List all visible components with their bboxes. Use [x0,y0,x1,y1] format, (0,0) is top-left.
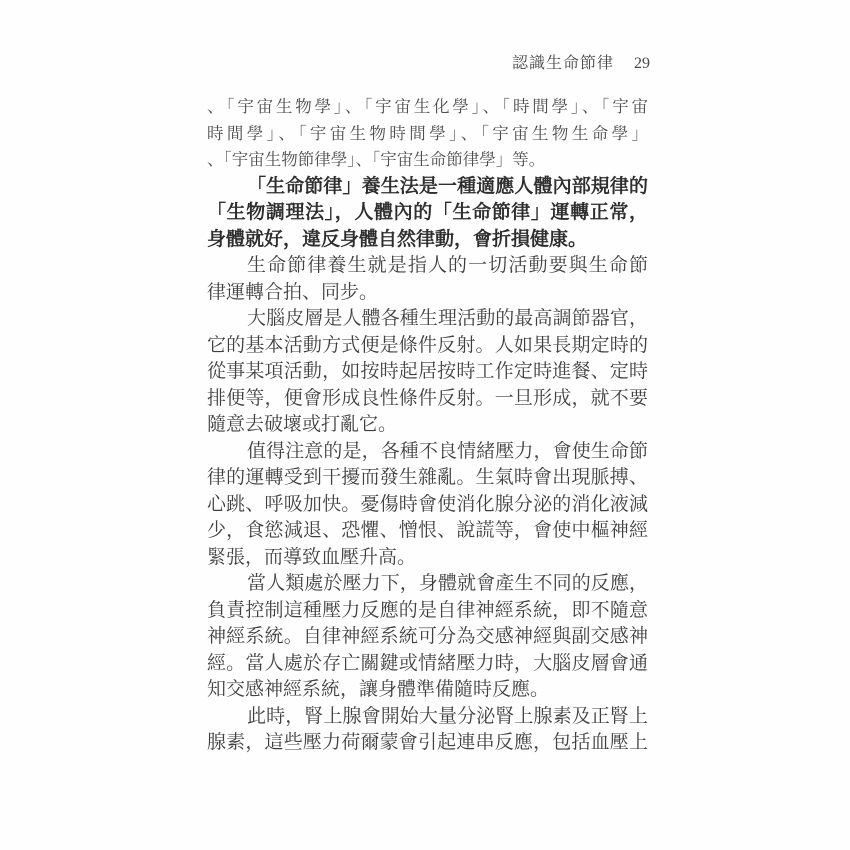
text-line: 律運轉合拍、同步。 [207,281,379,303]
text-line: 此時，腎上腺會開始大量分泌腎上腺素及正腎上 [247,705,648,727]
text-line: 、「宇宙生物節律學」、「宇宙生命節律學」等。 [207,150,546,169]
text-line: 負責控制這種壓力反應的是自律神經系統，即不隨意 [207,599,648,621]
text-line: 身體就好，違反身體自然律動，會折損健康。 [207,228,588,250]
text-line: 時間學」、「宇宙生物時間學」、「宇宙生物生命學」 [207,123,648,143]
chapter-title: 認識生命節律 [511,55,614,72]
page-number: 29 [634,55,650,72]
text-line: 當人類處於壓力下，身體就會產生不同的反應， [247,573,648,594]
text-line: 、「宇宙生物學」、「宇宙生化學」、「時間學」、「宇宙 [207,97,648,116]
text-line: 知交感神經系統，讓身體準備隨時反應。 [207,679,550,700]
running-header [0,50,650,73]
text-line: 腺素，這些壓力荷爾蒙會引起連串反應，包括血壓上 [207,732,648,753]
text-line: 大腦皮層是人體各種生理活動的最高調節器官， [247,308,648,329]
text-line: 排便等，便會形成良性條件反射。一旦形成，就不要 [207,387,648,409]
text-line: 「生命節律」養生法是一種適應人體內部規律的 [247,175,648,197]
text-line: 生命節律養生就是指人的一切活動要與生命節 [247,255,648,276]
text-line: 緊張，而導致血壓升高。 [207,546,417,568]
text-line: 經。當人處於存亡關鍵或情緒壓力時，大腦皮層會通 [207,652,648,674]
text-line: 隨意去破壞或打亂它。 [207,414,398,435]
text-line: 值得注意的是，各種不良情緒壓力，會使生命節 [247,440,648,462]
text-line: 神經系統。自律神經系統可分為交感神經與副交感神 [207,626,648,647]
text-line: 律的運轉受到干擾而發生雜亂。生氣時會出現脈搏、 [207,467,648,488]
text-line: 「生物調理法」，人體內的「生命節律」運轉正常， [207,202,648,223]
text-line: 它的基本活動方式便是條件反射。人如果長期定時的 [207,334,648,356]
text-line: 從事某項活動，如按時起居按時工作定時進餐、定時 [207,361,648,382]
body-text-block [207,94,648,757]
text-line: 心跳、呼吸加快。憂傷時會使消化腺分泌的消化液減 [207,493,648,515]
text-line: 少，食慾減退、恐懼、憎恨、說謊等，會使中樞神經 [207,520,648,541]
